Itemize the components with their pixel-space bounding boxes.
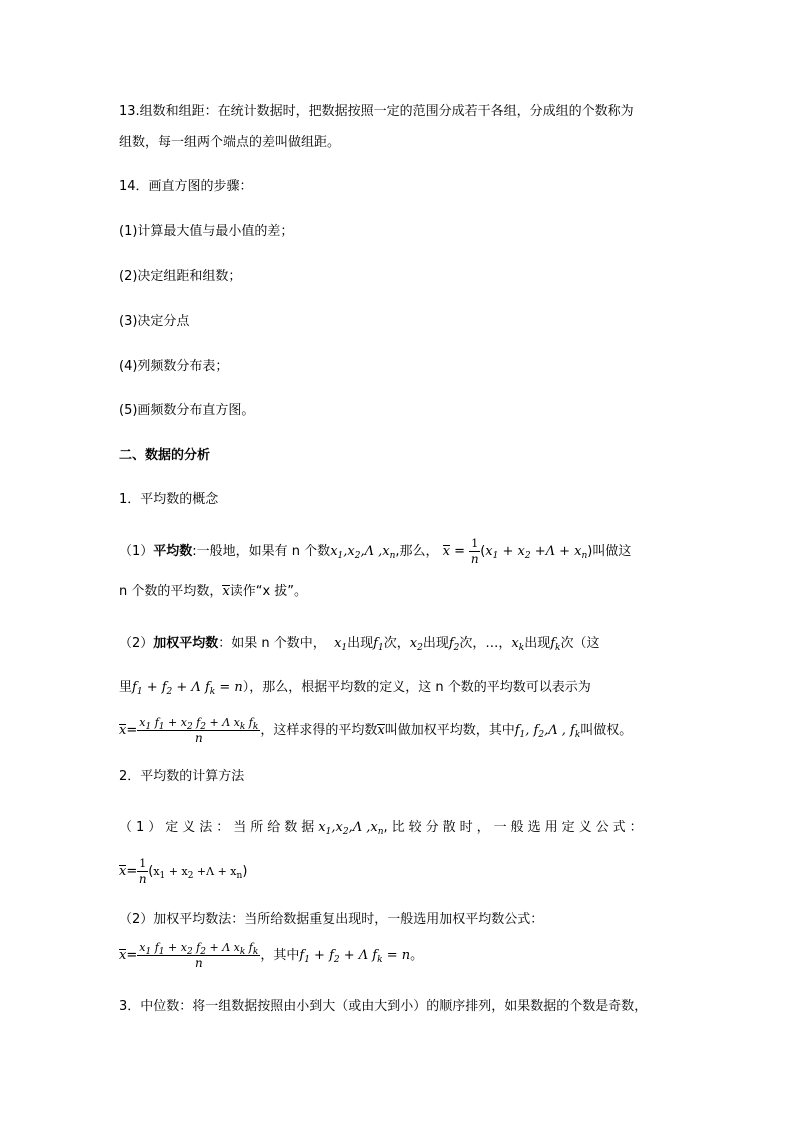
para-weighted-method-line2: x= $\frac{x_1 f_1 + x_2 f_2 + \Lambda x_k f_k}{n}$ ，其中$f_1 + f_2 + \Lambda$ $f_k = n$。 [119,941,424,970]
para-median: 3．中位数：将一组数据按照由小到大（或由大到小）的顺序排列，如果数据的个数是奇数， [119,999,648,1014]
term-weighted-mean: 加权平均数 [153,636,219,651]
formula-weighted-mean-2: x= $\frac{x_1 f_1 + x_2 f_2 + \Lambda x_k f_k}{n}$ [119,941,259,970]
term-mean: 平均数 [153,544,193,559]
para-mean-definition-line1: （1）平均数:一般地，如果有 n 个数$x_1,x_2,\Lambda$ $,x_n$,那么， x = $\frac{1}{n}$ $(x_1 + x_2 +\Lambda + x_n)$叫做这 [119,537,632,566]
step-1: (1)计算最大值与最小值的差； [119,224,294,239]
para-definition-method-line1: （1）定义法：当所给数据$x_1,x_2,\Lambda$ $,x_n$,比较分散时，一般选用定义公式： [119,820,647,837]
formula-x-list: $x_1,x_2,\Lambda$ $,x_n$ [330,544,396,561]
step-5: (5)画频数分布直方图。 [119,403,255,418]
formula-weighted-mean: x= $\frac{x_1 f_1 + x_2 f_2 + \Lambda x_k f_k}{n}$ [119,716,259,745]
heading-mean-calculation: 2．平均数的计算方法 [119,769,245,784]
para-mean-definition-line2: n 个数的平均数，x读作“x 拔”。 [119,582,307,602]
section-heading-data-analysis: 二、数据的分析 [119,448,211,463]
para-weighted-mean-line3: x= $\frac{x_1 f_1 + x_2 f_2 + \Lambda x_k f_k}{n}$ ，这样求得的平均数x叫做加权平均数，其中$f_1$, $f_2,\Lambda$ , $f_k$叫做权。 [119,716,633,745]
step-2: (2)决定组距和组数； [119,269,242,284]
para-13-line1: 13.组数和组距：在统计数据时，把数据按照一定的范围分成若干各组，分成组的个数称为 [119,104,634,119]
formula-sum-weights: $f_1 + f_2 + \Lambda$ $f_k = n$ [132,680,243,697]
symbol-x-bar: x [222,582,229,602]
formula-definition: x= $\frac{1}{n}$ $(x_1 + x_2 +\Lambda + x_n)$ [119,857,248,886]
para-weighted-method-line1: （2）加权平均数法：当所给数据重复出现时，一般选用加权平均数公式： [119,912,544,927]
heading-14: 14．画直方图的步骤： [119,179,253,194]
para-13-line2: 组数，每一组两个端点的差叫做组距。 [119,135,341,150]
formula-mean: x = $\frac{1}{n}$ $(x_1 + x_2 +\Lambda + x_n)$ [442,537,593,566]
step-4: (4)列频数分布表； [119,359,229,374]
para-weighted-mean-line2: 里$f_1 + f_2 + \Lambda$ $f_k = n$），那么，根据平均数的定义，这 n 个数的平均数可以表示为 [119,680,591,697]
para-weighted-mean-line1: （2）加权平均数：如果 n 个数中， $x_1$出现$f_1$次，$x_2$出现$f_2$次，…，$x_k$出现$f_k$次（这 [119,636,600,653]
step-3: (3)决定分点 [119,314,190,329]
heading-mean-concept: 1．平均数的概念 [119,492,219,507]
